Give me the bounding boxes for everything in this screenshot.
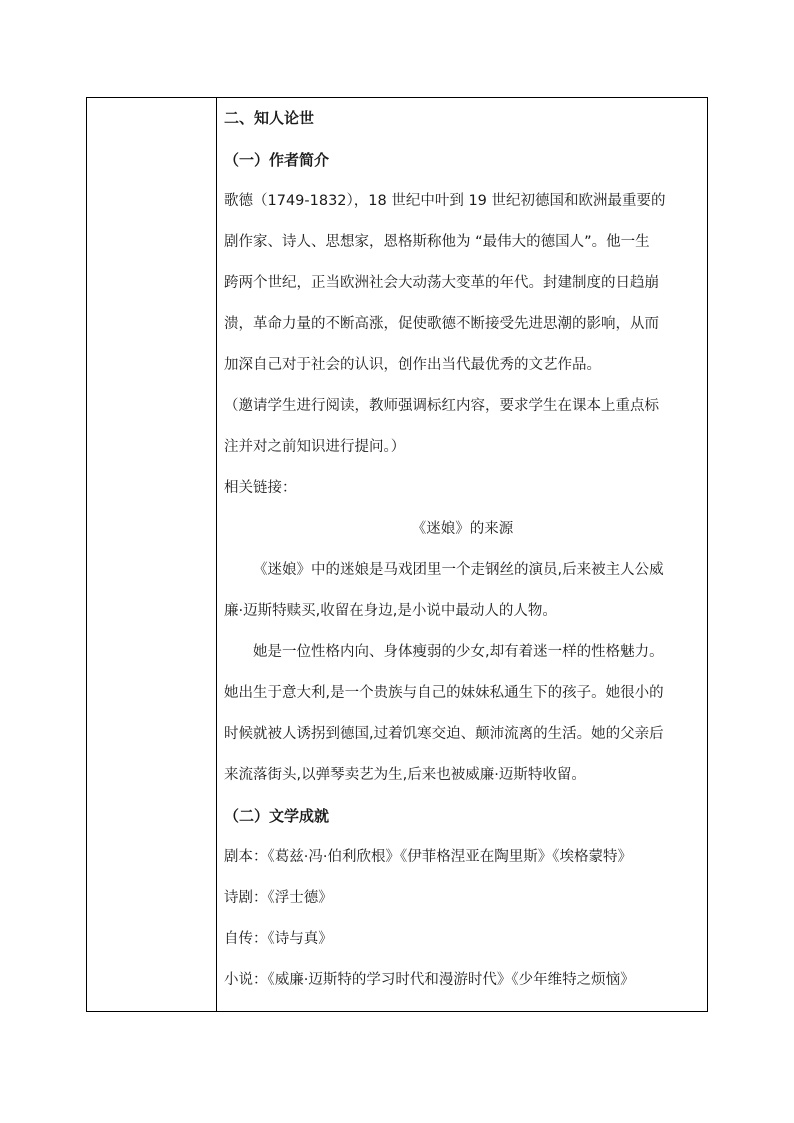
- related-line: 《迷娘》中的迷娘是马戏团里一个走钢丝的演员,后来被主人公威: [253, 562, 664, 578]
- related-paragraph-2: [224, 642, 701, 785]
- intro-line: 加深自己对于社会的认识，创作出当代最优秀的文艺作品。: [224, 357, 601, 373]
- works-item: 剧本：《葛兹·冯·伯利欣根》《伊菲格涅亚在陶里斯》《埃格蒙特》: [224, 849, 632, 865]
- intro-line: 剧作家、诗人、思想家，恩格斯称他为 “最伟大的德国人”。他一生: [224, 234, 650, 250]
- related-line: 她出生于意大利,是一个贵族与自己的妹妹私通生下的孩子。她很小的: [224, 685, 664, 701]
- intro-line: 溃，革命力量的不断高涨，促使歌德不断接受先进思潮的影响，从而: [224, 316, 659, 332]
- section-heading: 二、知人论世: [224, 109, 315, 127]
- works-item: 自传：《诗与真》: [224, 931, 333, 947]
- author-intro-paragraph: [224, 191, 701, 375]
- related-line: 来流落街头,以弹琴卖艺为生,后来也被威廉·迈斯特收留。: [224, 767, 586, 783]
- intro-line: 跨两个世纪，正当欧洲社会大动荡大变革的年代。封建制度的日趋崩: [224, 275, 659, 291]
- subsection-literary-achievements: （二）文学成就: [224, 807, 330, 825]
- table-left-cell: [87, 98, 217, 1011]
- related-link-label: 相关链接：: [224, 480, 297, 496]
- related-line: 她是一位性格内向、身体瘦弱的少女,却有着迷一样的性格魅力。: [253, 644, 664, 660]
- teacher-note-line: 注并对之前知识进行提问。）: [224, 439, 406, 455]
- works-list: [224, 847, 701, 990]
- related-paragraph-1: [224, 560, 701, 621]
- subsection-author-intro: （一）作者简介: [224, 151, 330, 169]
- table-content-cell: [217, 98, 707, 1011]
- works-item: 小说：《威廉·迈斯特的学习时代和漫游时代》《少年维特之烦恼》: [224, 972, 635, 988]
- related-line: 廉·迈斯特赎买,收留在身边,是小说中最动人的人物。: [224, 603, 557, 619]
- related-line: 时候就被人诱拐到德国,过着饥寒交迫、颠沛流离的生活。她的父亲后: [224, 726, 664, 742]
- works-item: 诗剧：《浮士德》: [224, 890, 333, 906]
- intro-line: 歌德（1749-1832），18 世纪中叶到 19 世纪初德国和欧洲最重要的: [224, 193, 666, 209]
- related-title: 《迷娘》的来源: [411, 521, 514, 537]
- lesson-table: [86, 97, 708, 1012]
- teacher-note: [224, 396, 701, 457]
- teacher-note-line: （邀请学生进行阅读，教师强调标红内容，要求学生在课本上重点标: [224, 398, 659, 414]
